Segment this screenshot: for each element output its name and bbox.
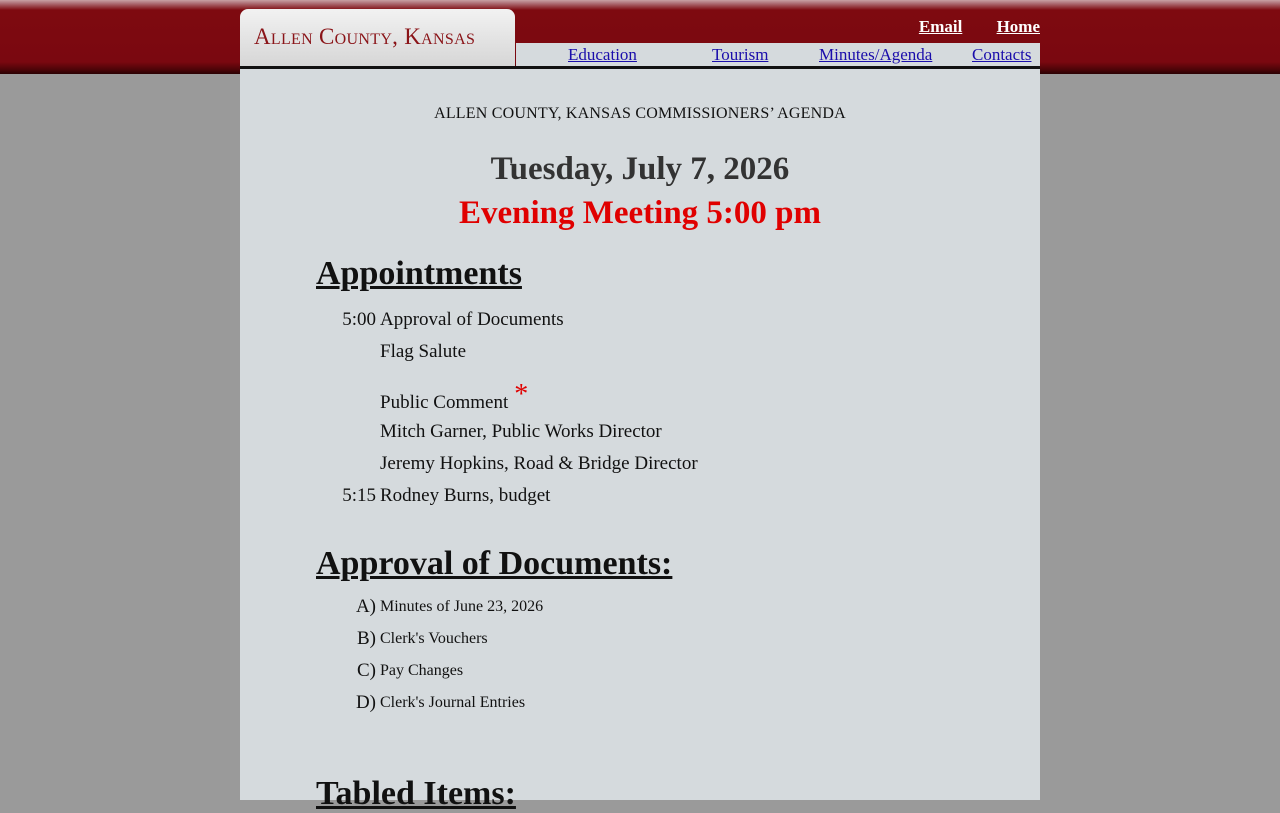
site-logo[interactable] — [240, 9, 515, 66]
site-header — [240, 0, 1040, 69]
appointments-title: Appointments — [316, 255, 522, 292]
nav-education[interactable]: Education — [568, 45, 637, 64]
header-divider — [240, 66, 1040, 69]
document-text: Minutes of June 23, 2026 — [380, 598, 544, 615]
documents-title: Approval of Documents: — [316, 545, 673, 582]
document-text: Clerk's Journal Entries — [380, 694, 526, 711]
appointment-text: Jeremy Hopkins, Road & Bridge Director — [380, 453, 698, 474]
top-links — [889, 17, 1040, 37]
main-content — [240, 69, 1040, 812]
document-text: Clerk's Vouchers — [380, 630, 488, 647]
document-letter: C) — [357, 660, 376, 681]
appointment-text: Flag Salute — [380, 341, 467, 362]
nav-bar — [516, 43, 1040, 66]
appointment-text: Public Comment — [380, 392, 509, 413]
appointment-text: Mitch Garner, Public Works Director — [380, 421, 662, 442]
appointment-time: 5:00 — [342, 309, 376, 330]
document-letter: A) — [355, 596, 376, 617]
meeting-date: Tuesday, July 7, 2026 — [490, 151, 790, 187]
email-link[interactable]: Email — [918, 17, 963, 36]
agenda-heading: ALLEN COUNTY, KANSAS COMMISSIONERS’ AGENDA — [434, 105, 846, 122]
appointment-text-wrap — [380, 379, 529, 416]
nav-contacts[interactable]: Contacts — [972, 45, 1032, 64]
logo-text: Allen County, Kansas — [254, 24, 476, 49]
document-text: Pay Changes — [380, 662, 464, 679]
appointment-text: Rodney Burns, budget — [380, 485, 551, 506]
document-letter: D) — [355, 692, 376, 713]
nav-tourism[interactable]: Tourism — [712, 45, 769, 64]
asterisk-mark: * — [514, 379, 529, 410]
nav-minutes-agenda[interactable]: Minutes/Agenda — [819, 45, 933, 64]
appointment-text: Approval of Documents — [380, 309, 564, 330]
document-letter: B) — [357, 628, 376, 649]
tabled-items-title: Tabled Items: — [316, 775, 516, 812]
home-link[interactable]: Home — [996, 17, 1040, 36]
appointment-time: 5:15 — [342, 485, 376, 506]
meeting-time: Evening Meeting 5:00 pm — [458, 195, 822, 231]
